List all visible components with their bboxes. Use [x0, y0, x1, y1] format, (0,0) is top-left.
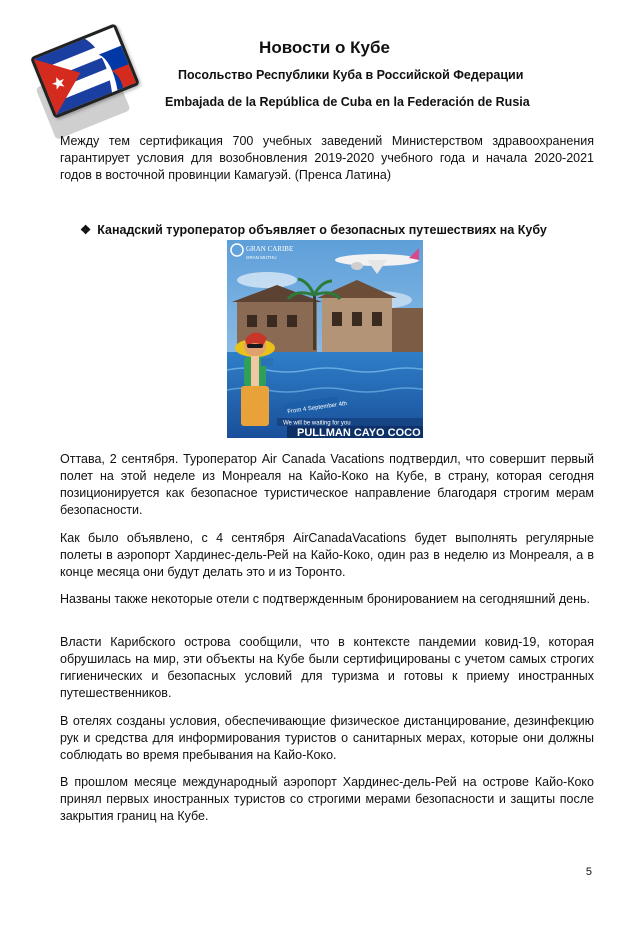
embassy-name-ru: Посольство Республики Куба в Российской Федерации [178, 68, 524, 82]
article-paragraph-6: В прошлом месяце международный аэропорт Хардинес-дель-Рей на острове Кайо-Коко принял первых иностранных туристов со строгими мерами безопасности и защиты после закрытия границ на Кубе. [60, 775, 594, 823]
diamond-bullet-icon: ❖ [80, 223, 92, 237]
tagline-text: We will be waiting for you [283, 420, 351, 427]
article-paragraph-1: Оттава, 2 сентября. Туроператор Air Canada Vacations подтвердил, что совершит первый полет на этой неделе из Монреаля на Кайо-Коко на Кубе, в страну, которая сегодня позиционируется как безопасное туристическое направление благодаря строгим мерам безопасности. [60, 452, 594, 517]
embassy-name-es: Embajada de la República de Cuba en la Federación de Rusia [165, 95, 530, 109]
headline-text: Канадский туроператор объявляет о безопасных путешествиях на Кубу [97, 223, 547, 237]
page-number: 5 [585, 866, 592, 878]
article-headline [80, 222, 547, 237]
article-paragraph-5: В отелях созданы условия, обеспечивающие физическое дистанцирование, дезинфекцию рук и средства для информирования туристов о санитарных мерах, которые они должны соблюдать во время пребывания на Кайо-Коко. [60, 714, 594, 762]
brand-text: GRAN CARIBE [246, 245, 294, 253]
hotel-name-text: PULLMAN CAYO COCO [297, 427, 421, 438]
date-badge-text: From 4 September 4th [287, 400, 348, 416]
hotel-pool-illustration [227, 240, 423, 438]
intro-paragraph: Между тем сертификация 700 учебных заведений Министерством здравоохранения гарантирует условия для возобновления 2019-2020 учебного года и начала 2020-2021 годов в восточной провинции Камагуэй. (Пренса Латина) [60, 134, 594, 182]
brand-sub-text: GRAN MUTHU [246, 255, 277, 260]
promo-image [227, 240, 423, 438]
article-paragraph-3: Названы также некоторые отели с подтвержденным бронированием на сегодняшний день. [60, 592, 590, 606]
article-paragraph-2: Как было объявлено, с 4 сентября AirCanadaVacations будет выполнять регулярные полеты в аэропорт Хардинес-дель-Рей на Кайо-Коко, один раз в неделю из Монреаля, а в конце месяца они будут делать это и из Торонто. [60, 531, 594, 579]
page-title: Новости о Кубе [259, 38, 390, 57]
article-paragraph-4: Власти Карибского острова сообщили, что в контексте пандемии ковид-19, которая обрушилась на мир, эти объекты на Кубе были сертифицированы с учетом самых строгих гигиенических и безопасных условий для туризма и готовы к приему иностранных путешественников. [60, 635, 594, 700]
